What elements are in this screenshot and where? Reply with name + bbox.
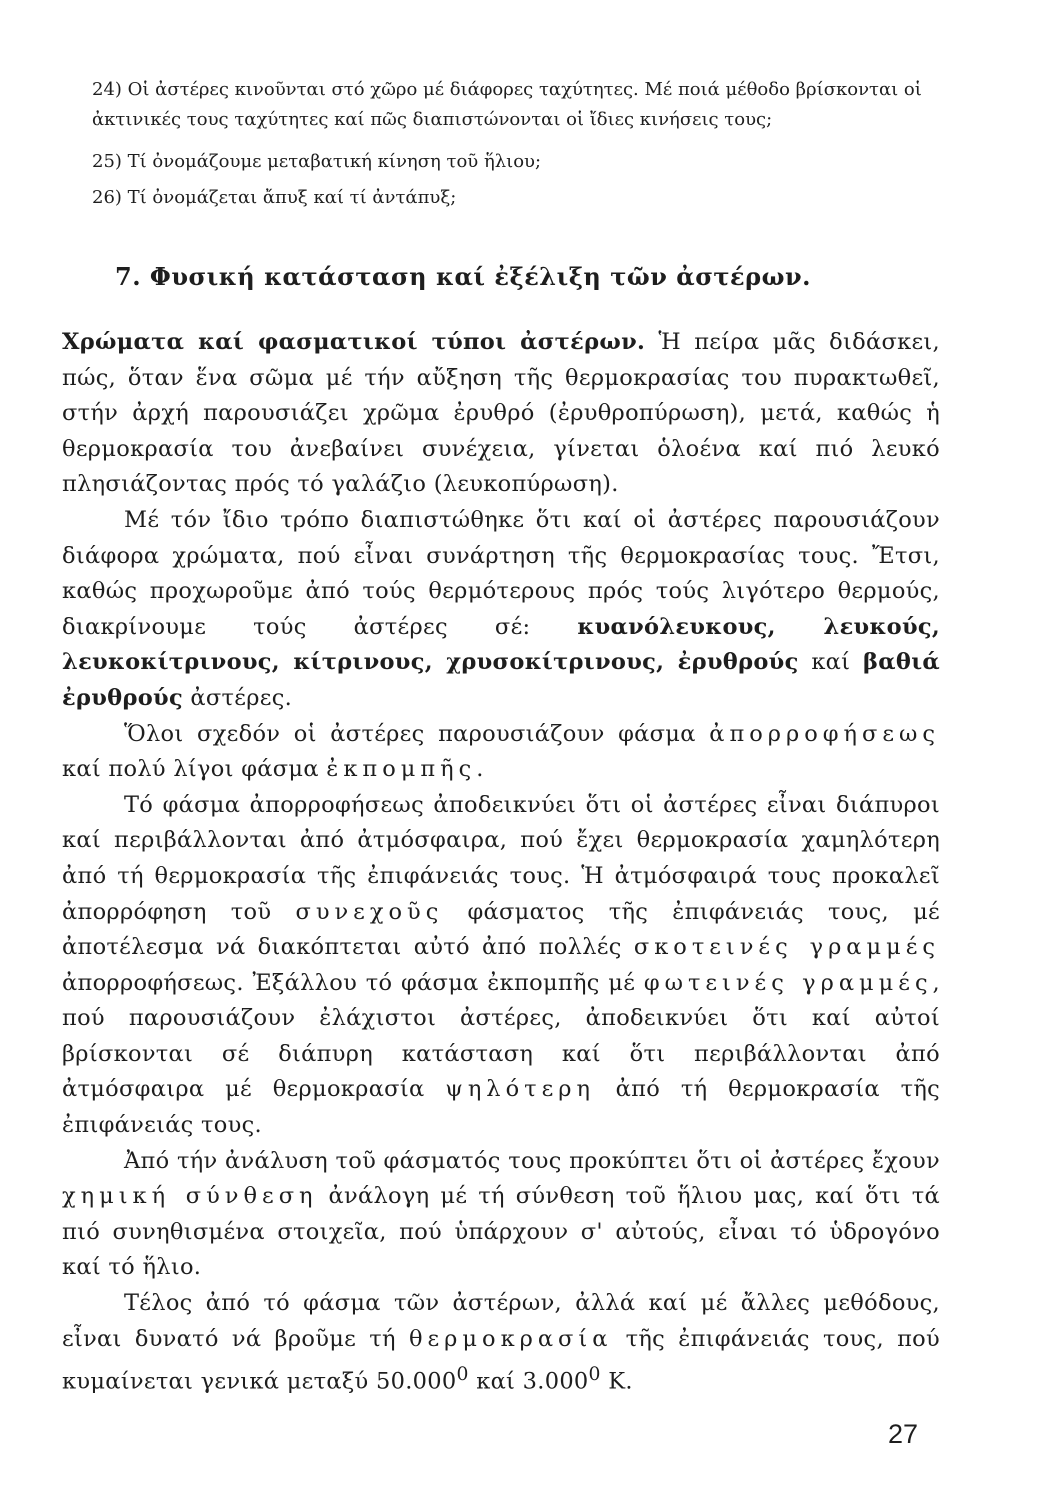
question-26: 26) Τί ὀνομάζεται ἄπυξ καί τί ἀντάπυξ; [92, 187, 457, 208]
paragraph-temperature: Τέλος ἀπό τό φάσμα τῶν ἀστέρων, ἀλλά καί μέ ἄλλες μεθόδους, εἶναι δυνατό νά βροῦμε τή θερμοκρασία τῆς ἐπιφάνειάς τους, πού κυμαίνεται γενικά μεταξύ 50.000$^0$ καί 3.000$^0$ Κ. [62, 1290, 940, 1395]
star-color-types: κυανόλευκους, λευκούς, λευκοκίτρινους, κίτρινους, χρυσοκίτρινους, ἐρυθρούς [62, 613, 940, 676]
paragraph-spectra: Ὅλοι σχεδόν οἱ ἀστέρες παρουσιάζουν φάσμα ἀπορροφήσεως καί πολύ λίγοι φάσμα ἐκπομπῆς. [62, 720, 940, 783]
term-higher: ψηλότερη [445, 1076, 595, 1103]
paragraph-text: Ἡ πείρα μᾶς διδάσκει, πώς, ὅταν ἕνα σῶμα μέ τήν αὔξηση τῆς θερμοκρασίας του πυρακτωθεῖ, στήν ἀρχή παρουσιάζει χρῶμα ἐρυθρό (ἐρυθροπύρωση), μετά, καθώς ἡ θερμοκρασία του ἀνεβαίνει συνέχεια, γίνεται ὁλοένα καί πιό λευκό πλησιάζοντας πρός τό γαλάζιο (λευκοπύρωση). [62, 329, 940, 498]
paragraph-heading: Χρώματα καί φασματικοί τύποι ἀστέρων. [62, 329, 646, 355]
term-chemical-composition: χημική σύνθεση [62, 1183, 318, 1210]
paragraph-colors [62, 325, 940, 503]
paragraph-star-colors: Μέ τόν ἴδιο τρόπο διαπιστώθηκε ὅτι καί οἱ ἀστέρες παρουσιάζουν διάφορα χρώματα, πού εἶναι συνάρτηση τῆς θερμοκρασίας τους. Ἔτσι, καθώς προχωροῦμε ἀπό τούς θερμότερους πρός τούς λιγότερο θερμούς, διακρίνουμε τούς ἀστέρες σέ: κυανόλευκους, λευκούς, λευκοκίτρινους, κίτρινους, χρυσοκίτρινους, ἐρυθρούς καί βαθιά ἐρυθρούς ἀστέρες. [62, 506, 940, 711]
term-temperature: θερμοκρασία [408, 1325, 613, 1352]
term-dark-lines: σκοτεινές γραμμές [633, 934, 940, 961]
page-number: 27 [888, 1419, 919, 1449]
deep-red-type: βαθιά ἐρυθρούς [62, 649, 940, 711]
paragraph-composition: Ἀπό τήν ἀνάλυση τοῦ φάσματός τους προκύπτει ὅτι οἱ ἀστέρες ἔχουν χημική σύνθεση ἀνάλογη μέ τή σύνθεση τοῦ ἥλιου μας, καί ὅτι τά πιό συνηθισμένα στοιχεῖα, πού ὑπάρχουν σ' αὐτούς, εἶναι τό ὑδρογόνο καί τό ἥλιο. [62, 1147, 941, 1281]
question-25: 25) Τί ὀνομάζουμε μεταβατική κίνηση τοῦ ἥλιου; [92, 151, 542, 172]
term-continuous: συνεχοῦς [295, 898, 444, 925]
section-title: 7. Φυσική κατάσταση καί ἐξέλιξη τῶν ἀστέρων. [115, 262, 811, 291]
paragraph-absorption: Τό φάσμα ἀπορροφήσεως ἀποδεικνύει ὅτι οἱ ἀστέρες εἶναι διάπυροι καί περιβάλλονται ἀπό ἀτμόσφαιρα, πού ἔχει θερμοκρασία χαμηλότερη ἀπό τή θερμοκρασία τῆς ἐπιφάνειάς τους. Ἡ ἀτμόσφαιρά τους προκαλεῖ ἀπορρόφηση τοῦ συνεχοῦς φάσματος τῆς ἐπιφάνειάς τους, μέ ἀποτέλεσμα νά διακόπτεται αὐτό ἀπό πολλές σκοτεινές γραμμές ἀπορροφήσεως. Ἐξάλλου τό φάσμα ἐκπομπῆς μέ φωτεινές γραμμές, πού παρουσιάζουν ἐλάχιστοι ἀστέρες, ἀποδεικνύει ὅτι καί αὐτοί βρίσκονται σέ διάπυρη κατάσταση καί ὅτι περιβάλλονται ἀπό ἀτμόσφαιρα μέ θερμοκρασία ψηλότερη ἀπό τή θερμοκρασία τῆς ἐπιφάνειάς τους. [62, 791, 940, 1139]
body-text [62, 325, 940, 1400]
degree-superscript: 0 [588, 1364, 601, 1386]
term-bright-lines: φωτεινές γραμμές [643, 969, 933, 996]
term-absorption: ἀπορροφήσεως [709, 720, 940, 747]
question-24: 24) Οἱ ἀστέρες κινοῦνται στό χῶρο μέ διάφορες ταχύτητες. Μέ ποιά μέθοδο βρίσκονται οἱ ἀκτινικές τους ταχύτητες καί πῶς διαπιστώνονται οἱ ἴδιες κινήσεις τους; [92, 79, 922, 130]
term-emission: ἐκπομπῆς [326, 756, 477, 783]
degree-superscript: 0 [456, 1364, 469, 1386]
